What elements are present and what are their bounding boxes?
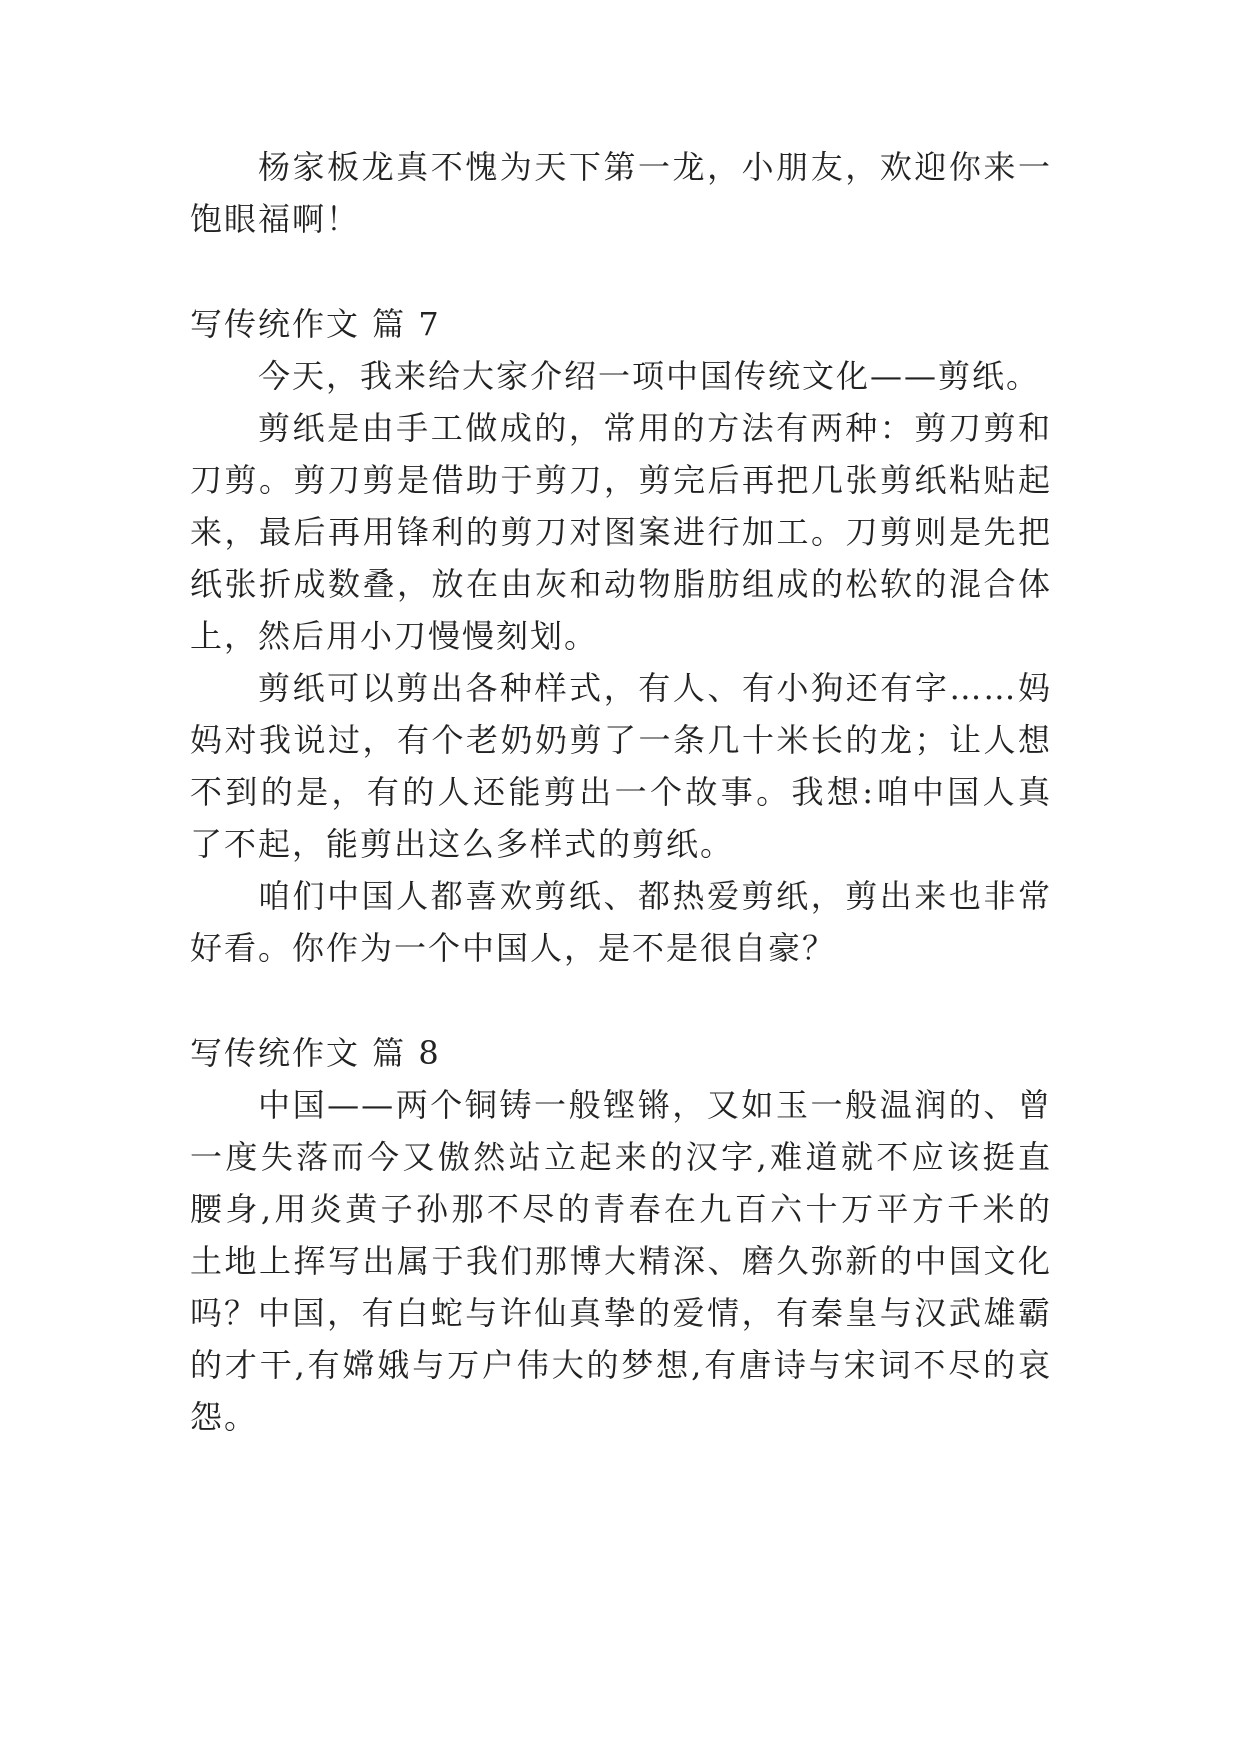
paragraph-papercut-intro: 今天，我来给大家介绍一项中国传统文化——剪纸。 bbox=[258, 357, 1041, 395]
section-heading-8: 写传统作文 篇 8 bbox=[190, 1034, 441, 1072]
paragraph-papercut-pride: 咱们中国人都喜欢剪纸、都热爱剪纸，剪出来也非常好看。你作为一个中国人，是不是很自豪？ bbox=[190, 877, 1052, 967]
paragraph-papercut-styles: 剪纸可以剪出各种样式，有人、有小狗还有字……妈妈对我说过，有个老奶奶剪了一条几十米长的龙；让人想不到的是，有的人还能剪出一个故事。我想:咱中国人真了不起，能剪出这么多样式的剪纸。 bbox=[190, 669, 1052, 863]
section-heading-7: 写传统作文 篇 7 bbox=[190, 305, 441, 343]
paragraph-china-characters: 中国——两个铜铸一般铿锵，又如玉一般温润的、曾一度失落而今又傲然站立起来的汉字,难道就不应该挺直腰身,用炎黄子孙那不尽的青春在九百六十万平方千米的土地上挥写出属于我们那博大精深、磨久弥新的中国文化吗？ bbox=[190, 1086, 1052, 1332]
paragraph-china-stories: 中国，有白蛇与许仙真挚的爱情，有秦皇与汉武雄霸的才干,有嫦娥与万户伟大的梦想,有唐诗与宋词不尽的哀怨。 bbox=[190, 1294, 1052, 1436]
paragraph-dragon-ending: 杨家板龙真不愧为天下第一龙，小朋友，欢迎你来一饱眼福啊！ bbox=[190, 148, 1052, 238]
paragraph-papercut-methods: 剪纸是由手工做成的，常用的方法有两种：剪刀剪和刀剪。剪刀剪是借助于剪刀，剪完后再把几张剪纸粘贴起来，最后再用锋利的剪刀对图案进行加工。刀剪则是先把纸张折成数叠，放在由灰和动物脂肪组成的松软的混合体上，然后用小刀慢慢刻划。 bbox=[190, 409, 1052, 655]
